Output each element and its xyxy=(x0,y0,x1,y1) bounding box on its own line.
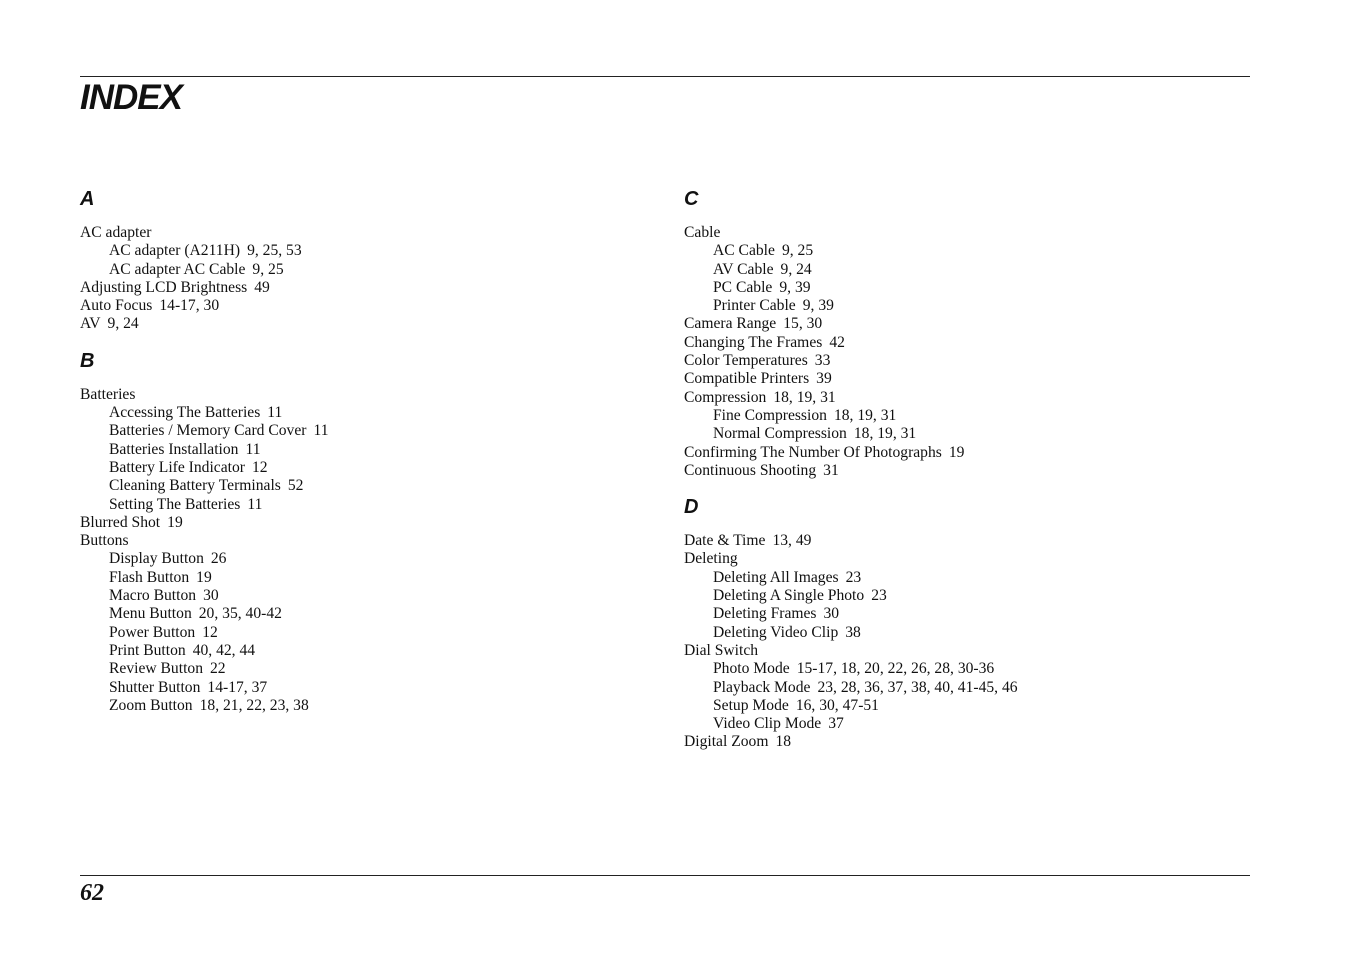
entry-term: Setting The Batteries xyxy=(109,495,241,513)
entry-term: Deleting xyxy=(684,550,738,568)
entry-term: Auto Focus xyxy=(80,297,153,315)
index-column-right xyxy=(684,186,1244,766)
entry-pages: 13, 49 xyxy=(772,532,812,550)
entry-pages: 33 xyxy=(814,352,831,370)
index-subentry xyxy=(80,605,640,623)
entry-pages: 15, 30 xyxy=(783,315,823,333)
index-entry xyxy=(80,386,640,404)
index-subentry xyxy=(80,261,640,279)
entry-pages: 15-17, 18, 20, 22, 26, 28, 30-36 xyxy=(796,660,995,678)
entry-term: Color Temperatures xyxy=(684,352,808,370)
index-subentry xyxy=(80,697,640,715)
entry-term: Camera Range xyxy=(684,315,777,333)
entry-pages: 19 xyxy=(948,443,965,461)
entry-pages: 11 xyxy=(313,422,329,440)
index-entry xyxy=(684,389,1244,407)
entry-pages: 12 xyxy=(251,458,268,476)
entry-pages: 9, 39 xyxy=(802,297,834,315)
index-entry xyxy=(80,224,640,242)
index-entry xyxy=(684,334,1244,352)
entry-term: Deleting Video Clip xyxy=(713,623,839,641)
entry-pages: 9, 25 xyxy=(252,260,284,278)
section-letter: A xyxy=(80,188,95,210)
entry-term: AC adapter (A211H) xyxy=(109,242,241,260)
index-entry xyxy=(80,279,640,297)
section-letter: D xyxy=(684,496,699,519)
entry-term: Batteries Installation xyxy=(109,440,239,458)
index-section xyxy=(684,186,1244,480)
entry-term: Cleaning Battery Terminals xyxy=(109,477,281,495)
top-rule xyxy=(80,76,1250,77)
entry-term: AV Cable xyxy=(713,260,774,278)
index-entry xyxy=(684,532,1244,550)
index-section xyxy=(684,494,1244,752)
entry-term: Digital Zoom xyxy=(684,733,769,751)
index-entry xyxy=(80,297,640,315)
entry-pages: 19 xyxy=(167,513,183,531)
entry-pages: 12 xyxy=(202,623,218,641)
entry-term: Date & Time xyxy=(684,532,766,550)
index-entry xyxy=(684,642,1244,660)
index-entry xyxy=(684,224,1244,242)
entry-term: Setup Mode xyxy=(713,696,789,714)
bottom-rule xyxy=(80,875,1250,876)
entry-term: Compression xyxy=(684,388,767,406)
entry-pages: 49 xyxy=(254,278,270,296)
index-subentry xyxy=(80,642,640,660)
entry-pages: 23 xyxy=(871,587,887,605)
entry-term: Zoom Button xyxy=(109,696,193,714)
entry-pages: 9, 24 xyxy=(107,315,139,333)
index-subentry xyxy=(684,242,1244,260)
entry-term: AC adapter xyxy=(80,224,152,241)
entry-term: Dial Switch xyxy=(684,641,759,659)
index-subentry xyxy=(684,587,1244,605)
entry-pages: 11 xyxy=(247,495,263,513)
entry-term: Deleting A Single Photo xyxy=(713,587,865,605)
entry-term: Video Clip Mode xyxy=(713,715,822,733)
index-subentry xyxy=(684,715,1244,733)
entry-term: Batteries xyxy=(80,385,136,403)
index-subentry xyxy=(684,624,1244,642)
page-number: 62 xyxy=(80,880,104,906)
entry-term: AC Cable xyxy=(713,242,775,260)
index-subentry xyxy=(684,261,1244,279)
index-entry xyxy=(684,370,1244,388)
entry-term: Power Button xyxy=(109,623,196,641)
entry-term: Playback Mode xyxy=(713,678,811,696)
entry-pages: 11 xyxy=(245,440,261,458)
index-subentry xyxy=(80,679,640,697)
entry-term: Review Button xyxy=(109,660,203,678)
index-section xyxy=(80,348,640,715)
entry-term: Shutter Button xyxy=(109,678,201,696)
index-subentry xyxy=(80,496,640,514)
index-subentry xyxy=(80,441,640,459)
entry-term: Deleting Frames xyxy=(713,605,817,623)
entry-term: Deleting All Images xyxy=(713,568,839,586)
entry-term: AC adapter AC Cable xyxy=(109,260,246,278)
entry-term: Cable xyxy=(684,224,721,241)
index-subentry xyxy=(684,407,1244,425)
entry-pages: 31 xyxy=(823,461,839,479)
entry-pages: 9, 39 xyxy=(779,278,811,296)
entry-term: Blurred Shot xyxy=(80,513,161,531)
entry-pages: 30 xyxy=(203,587,219,605)
entry-pages: 9, 24 xyxy=(780,260,812,278)
index-entry xyxy=(80,514,640,532)
entry-term: PC Cable xyxy=(713,278,773,296)
entry-pages: 52 xyxy=(287,477,304,495)
index-subentry xyxy=(684,425,1244,443)
entry-term: Print Button xyxy=(109,641,186,659)
entry-pages: 42 xyxy=(829,333,845,351)
entry-pages: 18, 19, 31 xyxy=(833,406,897,424)
index-subentry xyxy=(80,404,640,422)
index-entry xyxy=(80,315,640,333)
entry-pages: 23, 28, 36, 37, 38, 40, 41-45, 46 xyxy=(817,678,1018,696)
entry-pages: 14-17, 30 xyxy=(159,297,220,315)
index-subentry xyxy=(80,242,640,260)
entry-pages: 19 xyxy=(196,568,212,586)
entry-term: Continuous Shooting xyxy=(684,461,817,479)
entry-term: Flash Button xyxy=(109,568,190,586)
index-subentry xyxy=(80,550,640,568)
entry-pages: 16, 30, 47-51 xyxy=(795,696,879,714)
entry-term: Batteries / Memory Card Cover xyxy=(109,422,307,440)
entry-term: Confirming The Number Of Photographs xyxy=(684,443,942,461)
index-subentry xyxy=(80,422,640,440)
index-subentry xyxy=(80,459,640,477)
index-subentry xyxy=(684,679,1244,697)
entry-term: Display Button xyxy=(109,550,204,568)
index-entry xyxy=(684,315,1244,333)
section-letter: B xyxy=(80,349,95,372)
entry-term: Adjusting LCD Brightness xyxy=(80,278,248,296)
entry-pages: 14-17, 37 xyxy=(207,678,268,696)
index-subentry xyxy=(684,297,1244,315)
entry-term: Accessing The Batteries xyxy=(109,404,261,422)
entry-term: Normal Compression xyxy=(713,425,847,443)
entry-pages: 40, 42, 44 xyxy=(192,641,256,659)
entry-pages: 38 xyxy=(845,623,861,641)
index-entry xyxy=(684,733,1244,751)
entry-term: Buttons xyxy=(80,532,129,550)
entry-term: Menu Button xyxy=(109,605,192,623)
index-subentry xyxy=(684,605,1244,623)
entry-pages: 18, 21, 22, 23, 38 xyxy=(199,696,309,714)
index-subentry xyxy=(80,569,640,587)
index-entry xyxy=(684,462,1244,480)
index-subentry xyxy=(684,697,1244,715)
entry-term: Printer Cable xyxy=(713,297,796,315)
entry-pages: 37 xyxy=(828,715,844,733)
entry-pages: 18 xyxy=(775,733,792,751)
entry-term: AV xyxy=(80,315,101,333)
entry-pages: 18, 19, 31 xyxy=(853,425,917,443)
index-subentry xyxy=(684,279,1244,297)
entry-term: Compatible Printers xyxy=(684,370,810,388)
entry-term: Battery Life Indicator xyxy=(109,458,245,476)
index-subentry xyxy=(684,569,1244,587)
entry-pages: 22 xyxy=(210,660,226,678)
index-entry xyxy=(80,532,640,550)
index-entry xyxy=(684,444,1244,462)
entry-pages: 9, 25, 53 xyxy=(247,242,302,260)
entry-term: Photo Mode xyxy=(713,660,790,678)
page-title: INDEX xyxy=(80,78,182,117)
entry-pages: 30 xyxy=(823,605,840,623)
index-section xyxy=(80,186,640,334)
index-subentry xyxy=(684,660,1244,678)
index-entry xyxy=(684,550,1244,568)
entry-pages: 9, 25 xyxy=(781,242,814,260)
index-subentry xyxy=(80,660,640,678)
index-subentry xyxy=(80,624,640,642)
entry-term: Fine Compression xyxy=(713,406,827,424)
entry-term: Changing The Frames xyxy=(684,333,823,351)
entry-term: Macro Button xyxy=(109,587,197,605)
entry-pages: 20, 35, 40-42 xyxy=(198,605,282,623)
entry-pages: 18, 19, 31 xyxy=(773,388,836,406)
entry-pages: 11 xyxy=(267,404,283,422)
index-subentry xyxy=(80,477,640,495)
entry-pages: 39 xyxy=(816,370,832,388)
index-subentry xyxy=(80,587,640,605)
section-letter: C xyxy=(684,188,699,210)
index-column-left xyxy=(80,186,640,729)
entry-pages: 23 xyxy=(845,568,862,586)
entry-pages: 26 xyxy=(210,550,227,568)
index-entry xyxy=(684,352,1244,370)
